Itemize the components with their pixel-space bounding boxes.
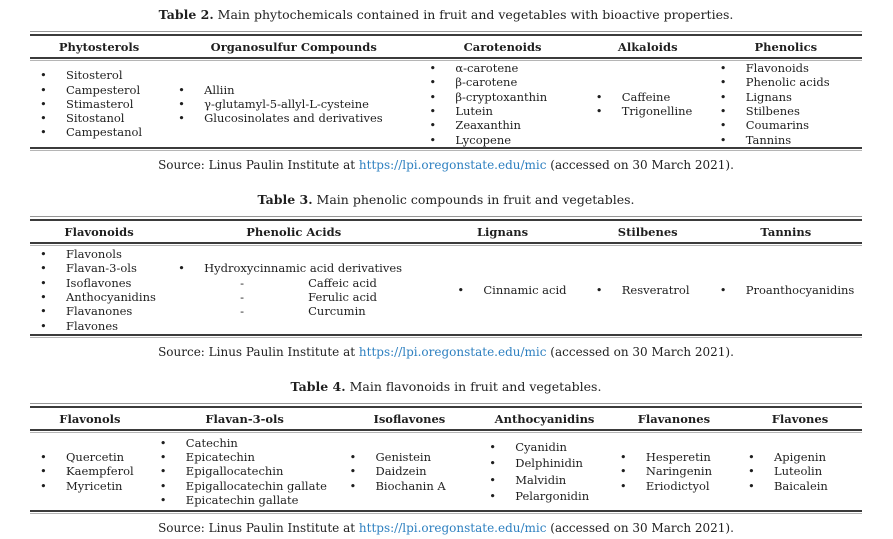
table3-header-row — [30, 221, 862, 242]
bullet-icon: • — [747, 464, 755, 479]
bullet-list — [419, 283, 585, 297]
list-item — [40, 464, 150, 478]
column-header: Flavan-3-ols — [205, 411, 284, 426]
list-item — [720, 118, 862, 132]
table4-source-prefix: Source: Linus Paulin Institute at — [158, 521, 359, 535]
list-item — [349, 479, 479, 493]
table-cell — [419, 246, 585, 334]
bullet-list — [150, 436, 340, 507]
item-text: Sitosterol — [66, 68, 123, 83]
item-text: Flavan-3-ols — [66, 261, 137, 276]
bullet-list — [479, 439, 610, 505]
item-text: Myricetin — [66, 478, 123, 493]
item-text: Ferulic acid — [308, 290, 377, 304]
bullet-icon: • — [719, 61, 727, 76]
item-text: Hydroxycinnamic acid derivatives — [204, 261, 403, 276]
item-text: Eriodictyol — [645, 478, 710, 493]
list-item — [720, 75, 862, 89]
item-text: Quercetin — [66, 450, 125, 465]
bullet-icon: • — [719, 282, 727, 297]
list-item — [40, 83, 168, 97]
item-text: Campesterol — [66, 82, 141, 97]
bullet-icon: • — [719, 89, 727, 104]
item-text: Flavonoids — [745, 61, 809, 76]
table3-source-line — [30, 345, 862, 360]
bullet-icon: • — [429, 118, 437, 133]
item-text: Resveratrol — [621, 282, 690, 297]
item-text: Lycopene — [455, 132, 512, 147]
list-item — [429, 104, 585, 118]
column-header: Anthocyanidins — [494, 411, 595, 426]
item-text: Catechin — [185, 435, 238, 450]
bullet-list — [610, 450, 738, 493]
bullet-icon: • — [595, 282, 603, 297]
column-header: Carotenoids — [463, 39, 542, 54]
bullet-icon: • — [457, 282, 465, 297]
list-item — [720, 90, 862, 104]
column-header: Flavones — [771, 411, 829, 426]
bullet-icon: • — [178, 111, 185, 126]
item-text: Genistein — [375, 450, 431, 465]
table2-source-suffix: (accessed on 30 March 2021). — [546, 158, 734, 172]
item-text: Trigonelline — [621, 104, 693, 118]
bullet-icon: • — [40, 304, 47, 319]
table-cell — [339, 433, 479, 510]
bullet-icon: • — [40, 318, 47, 333]
bullet-icon: • — [159, 492, 167, 507]
item-text: Caffeine — [621, 89, 671, 104]
bullet-icon: • — [619, 478, 627, 493]
bullet-icon: • — [40, 68, 47, 83]
bullet-list — [168, 83, 419, 126]
list-item — [620, 479, 738, 493]
bullet-list — [30, 68, 168, 139]
list-item — [160, 464, 340, 478]
table-cell — [150, 433, 340, 510]
list-item — [40, 247, 168, 261]
item-text: Phenolic acids — [745, 75, 830, 90]
table4 — [30, 403, 862, 514]
table4-caption-label: Table 4. — [290, 379, 346, 394]
column-header: Flavonoids — [64, 224, 134, 239]
table-cell — [30, 61, 168, 147]
table2-header-row — [30, 36, 862, 57]
column-header: Alkaloids — [617, 39, 678, 54]
item-text: Pelargonidin — [515, 489, 590, 503]
list-item — [40, 290, 168, 304]
bullet-icon: • — [349, 478, 357, 493]
table3-caption-text: Main phenolic compounds in fruit and vegetables. — [312, 192, 635, 207]
table2-body-row — [30, 61, 862, 147]
list-item — [720, 283, 862, 297]
table-cell — [30, 433, 150, 510]
table3-caption-label: Table 3. — [257, 192, 313, 207]
list-item — [178, 97, 419, 111]
table3 — [30, 216, 862, 338]
list-item — [429, 118, 585, 132]
bullet-icon: • — [159, 464, 167, 479]
table4-header-row — [30, 408, 862, 429]
list-item — [178, 83, 419, 97]
column-header: Isoflavones — [373, 411, 446, 426]
item-text: β-carotene — [455, 75, 518, 90]
table-cell — [30, 246, 168, 334]
table-cell — [419, 61, 585, 147]
list-item — [620, 450, 738, 464]
column-header: Phenolics — [754, 39, 818, 54]
item-text: Epigallocatechin — [185, 464, 284, 479]
item-text: Cinnamic acid — [483, 282, 567, 297]
item-text: Epicatechin — [185, 450, 255, 465]
bullet-list — [168, 261, 419, 318]
bullet-icon: • — [40, 261, 47, 276]
list-item — [178, 111, 419, 125]
list-item — [748, 479, 862, 493]
table-cell — [610, 433, 738, 510]
item-text: Kaempferol — [66, 464, 134, 479]
bullet-icon: • — [40, 478, 47, 493]
bullet-icon: • — [719, 118, 727, 133]
bullet-icon: • — [40, 96, 47, 111]
bullet-icon: • — [40, 111, 47, 126]
table2 — [30, 31, 862, 151]
bullet-icon: • — [429, 75, 437, 90]
list-item — [620, 464, 738, 478]
item-text: Apigenin — [773, 450, 826, 465]
list-item — [489, 472, 610, 489]
bullet-list — [710, 61, 862, 147]
table3-source-prefix: Source: Linus Paulin Institute at — [158, 345, 359, 359]
item-text: Proanthocyanidins — [745, 282, 855, 297]
bullet-list — [30, 450, 150, 493]
dash-icon: - — [240, 304, 244, 319]
bullet-icon: • — [178, 82, 185, 97]
list-item — [349, 450, 479, 464]
item-text: Isoflavones — [66, 275, 132, 290]
item-text: Flavones — [66, 318, 119, 333]
item-text: Lutein — [455, 104, 493, 118]
bullet-icon: • — [40, 125, 47, 140]
dash-icon: - — [240, 290, 244, 304]
table2-source-prefix: Source: Linus Paulin Institute at — [158, 158, 359, 172]
table4-section — [30, 379, 862, 536]
item-text: Baicalein — [773, 478, 828, 493]
table4-caption-text: Main flavonoids in fruit and vegetables. — [345, 379, 602, 394]
source-link[interactable]: https://lpi.oregonstate.edu/mic — [358, 158, 547, 172]
column-header: Flavanones — [637, 411, 711, 426]
item-text: γ-glutamyl-5-allyl-L-cysteine — [204, 96, 369, 111]
list-item — [178, 290, 419, 304]
table3-caption — [30, 192, 862, 208]
list-item — [178, 276, 419, 290]
source-link[interactable]: https://lpi.oregonstate.edu/mic — [358, 521, 547, 535]
bullet-icon: • — [619, 464, 627, 479]
table2-source-line — [30, 158, 862, 173]
table2-caption-text: Main phytochemicals contained in fruit and vegetables with bioactive properties. — [213, 7, 734, 22]
table2-bottom-rule — [30, 147, 862, 151]
item-text: Luteolin — [773, 464, 823, 479]
column-header: Phytosterols — [58, 39, 140, 54]
column-header: Lignans — [476, 224, 529, 239]
source-link[interactable]: https://lpi.oregonstate.edu/mic — [358, 345, 547, 359]
bullet-icon: • — [349, 450, 357, 465]
list-item — [489, 439, 610, 456]
list-item — [40, 319, 168, 333]
item-text: Biochanin A — [375, 478, 446, 493]
bullet-icon: • — [159, 478, 167, 493]
column-header: Stilbenes — [617, 224, 678, 239]
bullet-icon: • — [40, 464, 47, 479]
list-item — [748, 464, 862, 478]
bullet-icon: • — [429, 89, 437, 104]
item-text: Anthocyanidins — [66, 290, 156, 304]
list-item — [720, 104, 862, 118]
list-item — [748, 450, 862, 464]
item-text: Alliin — [204, 82, 235, 97]
bullet-icon: • — [489, 472, 497, 487]
list-item — [596, 104, 710, 118]
list-item — [489, 455, 610, 472]
bullet-icon: • — [40, 275, 47, 290]
dash-icon: - — [240, 275, 244, 290]
bullet-icon: • — [719, 75, 727, 90]
bullet-icon: • — [40, 247, 47, 262]
item-text: Daidzein — [375, 464, 427, 479]
column-header: Phenolic Acids — [246, 224, 342, 239]
list-item — [429, 133, 585, 147]
column-header: Flavonols — [59, 411, 121, 426]
table2-caption — [30, 7, 862, 23]
table4-source-suffix: (accessed on 30 March 2021). — [546, 521, 734, 535]
list-item — [429, 75, 585, 89]
bullet-icon: • — [40, 450, 47, 465]
item-text: Delphinidin — [515, 456, 583, 470]
item-text: Cyanidin — [515, 439, 567, 454]
column-header: Organosulfur Compounds — [210, 39, 377, 54]
list-item — [160, 450, 340, 464]
table-cell — [586, 246, 710, 334]
item-text: Hesperetin — [645, 450, 711, 465]
list-item — [160, 436, 340, 450]
bullet-icon: • — [489, 489, 497, 503]
bullet-icon: • — [747, 450, 755, 465]
bullet-icon: • — [595, 104, 603, 118]
list-item — [429, 90, 585, 104]
table-cell — [479, 433, 610, 510]
list-item — [40, 68, 168, 82]
bullet-list — [710, 283, 862, 297]
bullet-icon: • — [429, 132, 437, 147]
bullet-icon: • — [747, 478, 755, 493]
item-text: Epicatechin gallate — [185, 492, 299, 507]
list-item — [720, 133, 862, 147]
list-item — [429, 61, 585, 75]
table2-section — [30, 7, 862, 173]
item-text: Flavonols — [66, 247, 122, 262]
bullet-list — [30, 247, 168, 333]
bullet-icon: • — [489, 456, 497, 470]
table-cell — [168, 61, 419, 147]
bullet-icon: • — [159, 450, 167, 465]
list-item — [178, 304, 419, 318]
table2-caption-label: Table 2. — [158, 7, 214, 22]
item-text: Campestanol — [66, 125, 143, 140]
table3-source-suffix: (accessed on 30 March 2021). — [546, 345, 734, 359]
table3-section — [30, 192, 862, 360]
bullet-list — [339, 450, 479, 493]
table-cell — [738, 433, 862, 510]
list-item — [720, 61, 862, 75]
item-text: Sitostanol — [66, 111, 125, 126]
table3-bottom-rule — [30, 334, 862, 338]
bullet-icon: • — [595, 89, 603, 104]
bullet-icon: • — [40, 82, 47, 97]
list-item — [160, 479, 340, 493]
list-item — [40, 125, 168, 139]
bullet-icon: • — [178, 96, 185, 111]
table4-bottom-rule — [30, 510, 862, 514]
list-item — [40, 111, 168, 125]
item-text: Zeaxanthin — [455, 118, 521, 133]
list-item — [40, 304, 168, 318]
item-text: α-carotene — [455, 61, 519, 76]
item-text: Coumarins — [745, 118, 810, 133]
item-text: Flavanones — [66, 304, 133, 319]
list-item — [457, 283, 585, 297]
bullet-list — [738, 450, 862, 493]
bullet-icon: • — [429, 61, 437, 76]
item-text: Tannins — [745, 132, 792, 147]
list-item — [40, 97, 168, 111]
table-cell — [168, 246, 419, 334]
item-text: Malvidin — [515, 472, 567, 487]
item-text: Lignans — [745, 89, 792, 104]
bullet-icon: • — [429, 104, 437, 118]
list-item — [160, 493, 340, 507]
bullet-icon: • — [619, 450, 627, 465]
bullet-list — [586, 90, 710, 119]
bullet-list — [419, 61, 585, 147]
bullet-icon: • — [159, 435, 167, 450]
list-item — [596, 283, 710, 297]
list-item — [349, 464, 479, 478]
item-text: Naringenin — [645, 464, 713, 479]
table-cell — [710, 246, 862, 334]
bullet-icon: • — [489, 439, 497, 454]
bullet-icon: • — [178, 261, 185, 276]
table3-body-row — [30, 246, 862, 334]
item-text: Curcumin — [308, 304, 366, 319]
bullet-list — [586, 283, 710, 297]
column-header: Tannins — [760, 224, 812, 239]
bullet-icon: • — [40, 290, 47, 304]
table-cell — [710, 61, 862, 147]
bullet-icon: • — [719, 104, 727, 118]
item-text: β-cryptoxanthin — [455, 89, 548, 104]
item-text: Epigallocatechin gallate — [185, 478, 327, 493]
item-text: Glucosinolates and derivatives — [204, 111, 383, 126]
table4-body-row — [30, 433, 862, 510]
table4-caption — [30, 379, 862, 395]
item-text: Stilbenes — [745, 104, 800, 118]
list-item — [596, 90, 710, 104]
list-item — [40, 450, 150, 464]
item-text: Stimasterol — [66, 96, 134, 111]
table4-source-line — [30, 521, 862, 536]
list-item — [40, 276, 168, 290]
item-text: Caffeic acid — [308, 275, 377, 290]
list-item — [178, 261, 419, 275]
bullet-icon: • — [349, 464, 357, 479]
bullet-icon: • — [719, 132, 727, 147]
list-item — [489, 488, 610, 505]
list-item — [40, 261, 168, 275]
list-item — [40, 479, 150, 493]
table-cell — [586, 61, 710, 147]
